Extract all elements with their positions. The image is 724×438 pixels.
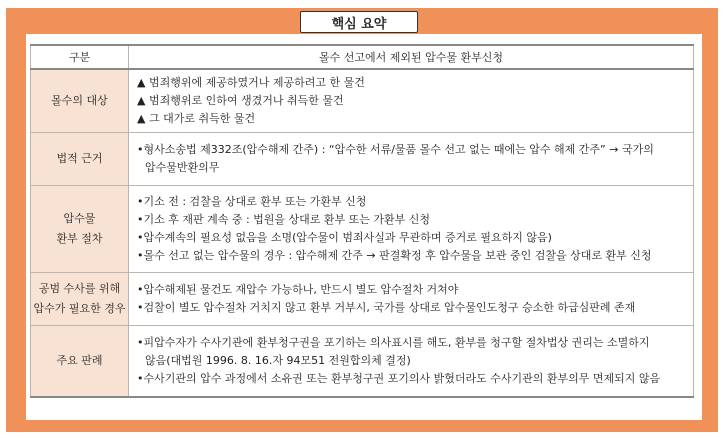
row-content: •압수해제된 물건도 재압수 가능하나, 반드시 별도 압수절차 거쳐야 •검찰이 별도 압수절차 거치지 않고 환부 거부시, 국가를 상대로 압수물인도청구 승소한 하급심판례 존재 [129, 273, 694, 326]
table-row [31, 326, 694, 398]
table-row [31, 69, 694, 133]
row-label: 주요 판례 [31, 326, 129, 398]
header-topic: 몰수 선고에서 제외된 압수물 환부신청 [129, 45, 694, 69]
summary-title: 핵심 요약 [300, 11, 418, 33]
row-label: 압수물 환부 절차 [31, 186, 129, 273]
row-content: •기소 전 : 검찰을 상대로 환부 또는 가환부 신청 •기소 후 재판 계속 중 : 법원을 상대로 환부 또는 가환부 신청 •압수계속의 필요성 없음을 소명(압수물이 범죄사실과 무관하며 증거로 필요하지 않음) •몰수 선고 없는 압수물의 경우 : 압수해제 간주 → 판결확정 후 압수물을 보관 중인 검찰을 상대로 환부 신청 [129, 186, 694, 273]
table-row [31, 273, 694, 326]
row-label: 몰수의 대상 [31, 69, 129, 133]
row-content: •형사소송법 제332조(압수해제 간주) : “압수한 서류/물품 몰수 선고 없는 때에는 압수 해제 간주” → 국가의 압수물반환의무 [129, 133, 694, 186]
table-row [31, 133, 694, 186]
header-category: 구분 [31, 45, 129, 69]
summary-table [30, 44, 694, 398]
header-row [31, 45, 694, 69]
table-row [31, 186, 694, 273]
row-content: ▲ 범죄행위에 제공하였거나 제공하려고 한 물건 ▲ 범죄행위로 인하여 생겼거나 취득한 물건 ▲ 그 대가로 취득한 물건 [129, 69, 694, 133]
row-content: •피압수자가 수사기관에 환부청구권을 포기하는 의사표시를 해도, 환부를 청구할 절차법상 권리는 소멸하지 않음(대법원 1996. 8. 16.자 94모51 전원합의체 결정) •수사기관의 압수 과정에서 소유권 또는 환부청구권 포기의사 밝혔더라도 수사기관의 환부의무 면제되지 않음 [129, 326, 694, 398]
row-label: 공범 수사를 위해 압수가 필요한 경우 [31, 273, 129, 326]
row-label: 법적 근거 [31, 133, 129, 186]
